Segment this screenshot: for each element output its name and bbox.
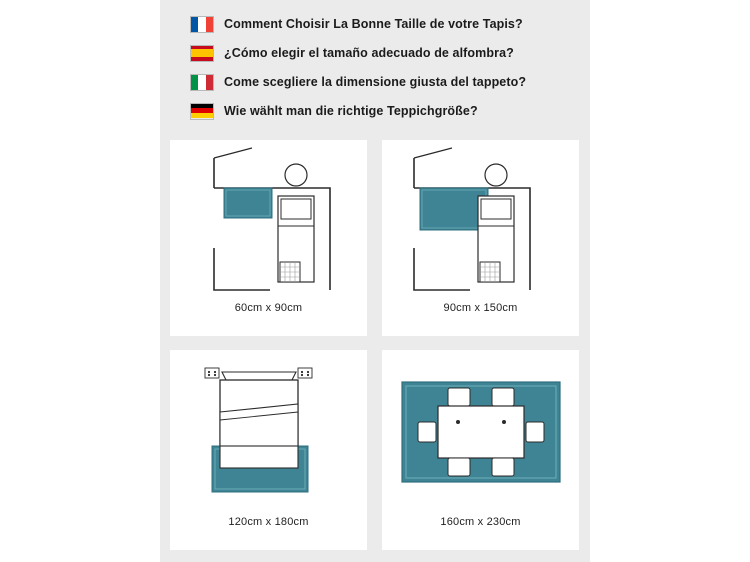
heading-row-german <box>190 101 590 121</box>
heading-text-french: Comment Choisir La Bonne Taille de votre Tapis? <box>224 17 523 31</box>
card-rug-60x90 <box>170 140 367 336</box>
card-rug-90x150 <box>382 140 579 336</box>
caption-rug-120x180: 120cm x 180cm <box>228 516 309 528</box>
flag-germany-icon <box>190 103 214 120</box>
figure-single-bed-medium-rug <box>382 140 579 300</box>
caption-rug-60x90: 60cm x 90cm <box>234 302 303 314</box>
figure-double-bed-rug <box>170 350 367 510</box>
heading-text-spanish: ¿Cómo elegir el tamaño adecuado de alfombra? <box>224 46 514 60</box>
heading-row-french <box>190 14 590 34</box>
heading-row-spanish <box>190 43 590 63</box>
figure-single-bed-small-rug <box>170 140 367 300</box>
caption-rug-90x150: 90cm x 150cm <box>443 302 518 314</box>
figure-dining-table-rug <box>382 350 579 510</box>
headings-list <box>190 14 590 130</box>
flag-italy-icon <box>190 74 214 91</box>
card-rug-160x230 <box>382 350 579 550</box>
caption-rug-160x230: 160cm x 230cm <box>440 516 521 528</box>
heading-row-italian <box>190 72 590 92</box>
flag-spain-icon <box>190 45 214 62</box>
heading-text-italian: Come scegliere la dimensione giusta del tappeto? <box>224 75 527 89</box>
heading-text-german: Wie wählt man die richtige Teppichgröße? <box>224 104 478 118</box>
card-rug-120x180 <box>170 350 367 550</box>
flag-france-icon <box>190 16 214 33</box>
